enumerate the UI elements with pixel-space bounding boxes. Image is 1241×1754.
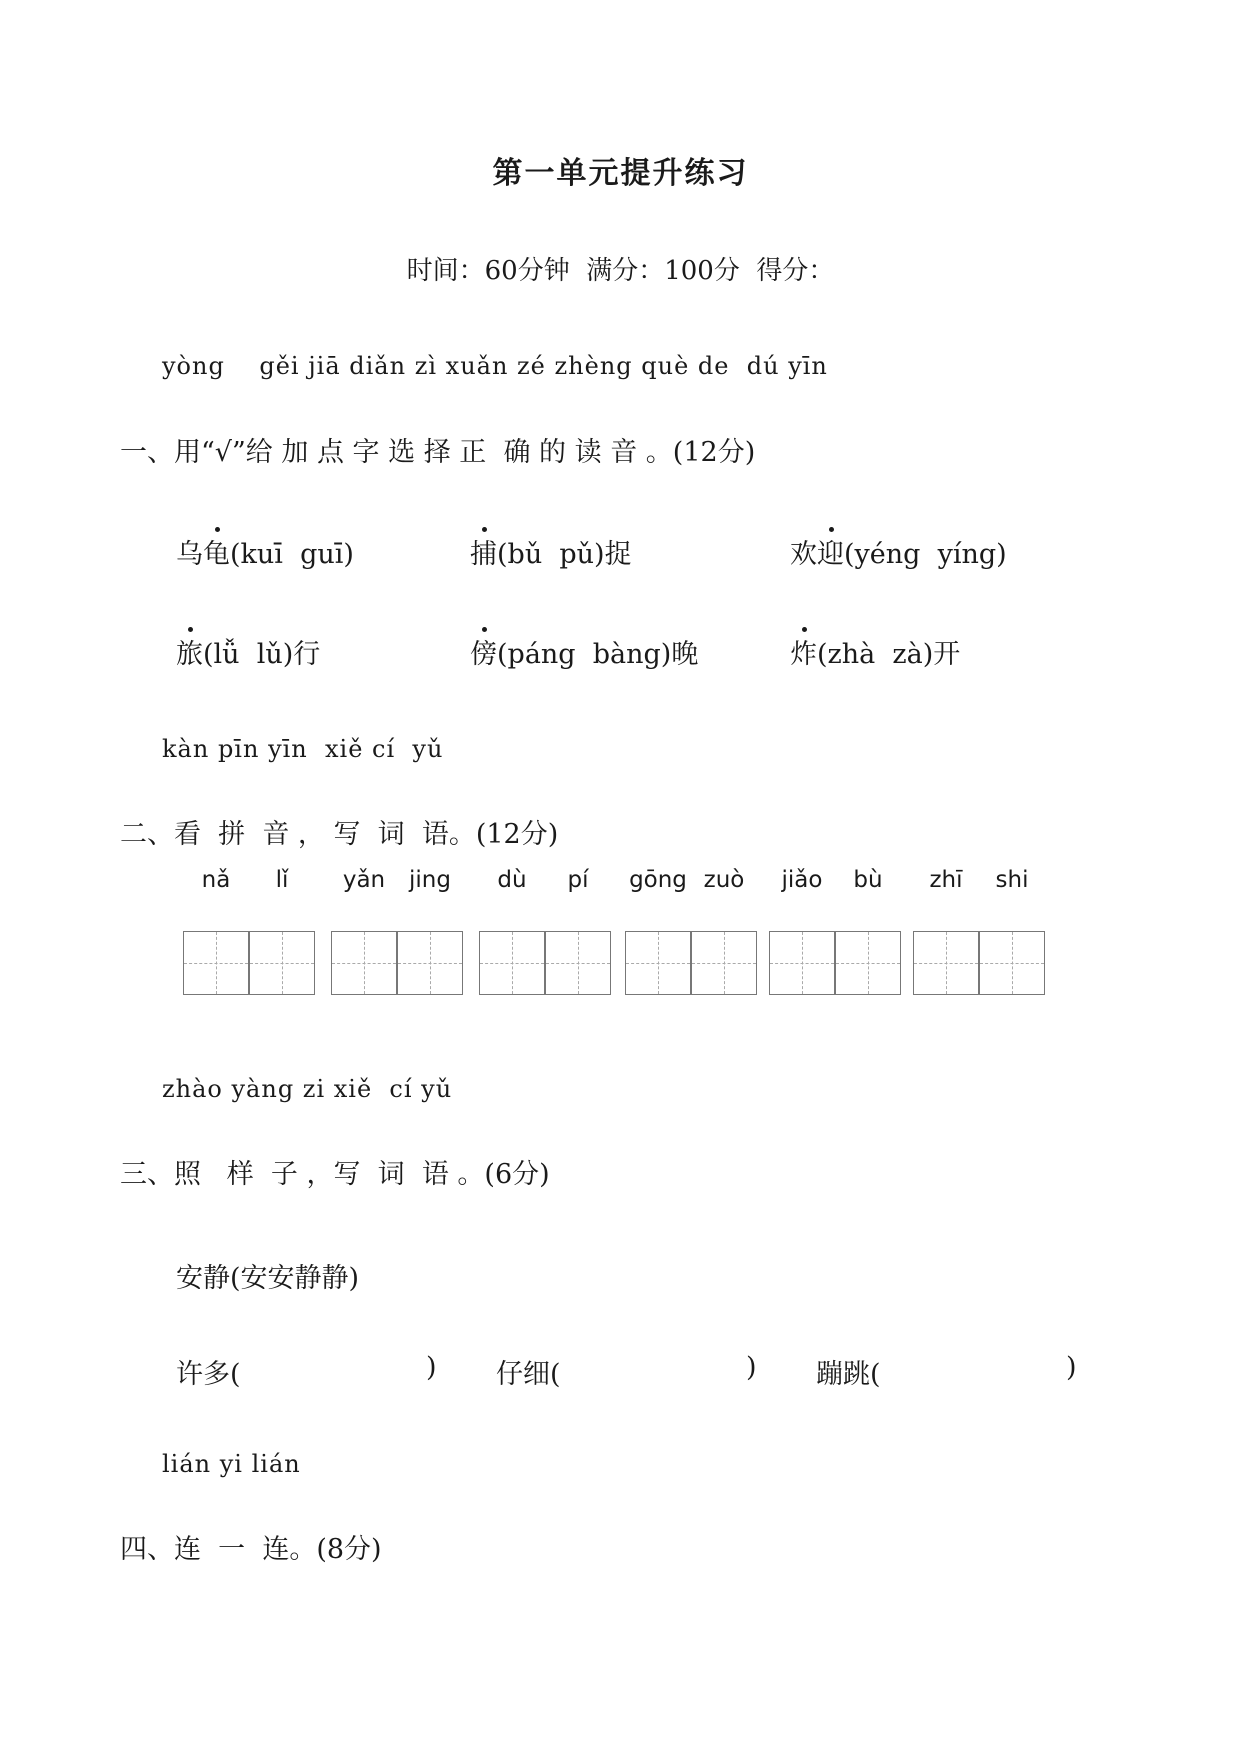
- page-title: 第一单元提升练习: [492, 156, 749, 191]
- q1-heading: 一、用“√”给 加 点 字 选 择 正 确 的 读 音 。(12分): [120, 437, 756, 468]
- grid-pinyin: dù: [497, 867, 527, 893]
- writing-cell[interactable]: [331, 931, 397, 995]
- q1-pinyin: yòng gěi jiā diǎn zì xuǎn zé zhèng què de dú yīn: [162, 352, 828, 380]
- q3-item-2-close: ): [746, 1352, 757, 1383]
- writing-cell[interactable]: [913, 931, 979, 995]
- q2-pinyin: kàn pīn yīn xiě cí yǔ: [162, 735, 444, 763]
- q1-item-1: 乌龟(kuī guī): [176, 532, 354, 571]
- writing-cell[interactable]: [835, 931, 901, 995]
- writing-cell[interactable]: [479, 931, 545, 995]
- q1-item-6: 炸(zhà zà)开: [790, 632, 960, 671]
- q3-heading: 三、照 样 子 ，写 词 语 。(6分): [120, 1159, 550, 1190]
- q1-item-4: 旅(lǚ lǔ)行: [176, 632, 320, 671]
- q1-item-2: 捕(bǔ pǔ)捉: [470, 532, 632, 571]
- q3-item-3-close: ): [1066, 1352, 1077, 1383]
- grid-pinyin: jing: [409, 867, 451, 893]
- grid-pinyin: zhī: [929, 867, 963, 893]
- grid-pinyin: jiǎo: [781, 867, 823, 893]
- writing-cell[interactable]: [691, 931, 757, 995]
- writing-cell[interactable]: [397, 931, 463, 995]
- grid-pinyin: yǎn: [342, 867, 386, 893]
- grid-pinyin: gōng: [629, 867, 687, 893]
- writing-cell[interactable]: [545, 931, 611, 995]
- q3-item-3-word: 蹦跳(: [816, 1359, 881, 1390]
- grid-pinyin: lǐ: [275, 867, 289, 893]
- q4-heading: 四、连 一 连。(8分): [120, 1534, 382, 1565]
- grid-pinyin: shi: [995, 867, 1029, 893]
- q3-item-1-word: 许多(: [176, 1359, 241, 1390]
- writing-cell[interactable]: [183, 931, 249, 995]
- writing-cell[interactable]: [979, 931, 1045, 995]
- grid-pinyin: bù: [853, 867, 883, 893]
- q3-item-1-close: ): [426, 1352, 437, 1383]
- writing-cell[interactable]: [769, 931, 835, 995]
- q2-heading: 二、看 拼 音 ， 写 词 语。(12分): [120, 819, 559, 850]
- q4-pinyin: lián yi lián: [162, 1450, 301, 1478]
- q1-item-3: 欢迎(yéng yíng): [790, 532, 1007, 571]
- grid-pinyin: nǎ: [201, 867, 231, 893]
- writing-cell[interactable]: [625, 931, 691, 995]
- q3-item-2-word: 仔细(: [496, 1359, 561, 1390]
- q3-example: 安静(安安静静): [176, 1263, 360, 1294]
- exam-meta: 时间：60分钟 满分：100分 得分：: [406, 256, 835, 286]
- writing-cell[interactable]: [249, 931, 315, 995]
- grid-pinyin: pí: [567, 867, 589, 893]
- grid-pinyin: zuò: [703, 867, 745, 893]
- q3-pinyin: zhào yàng zi xiě cí yǔ: [162, 1075, 453, 1103]
- q1-item-5: 傍(páng bàng)晚: [470, 632, 698, 671]
